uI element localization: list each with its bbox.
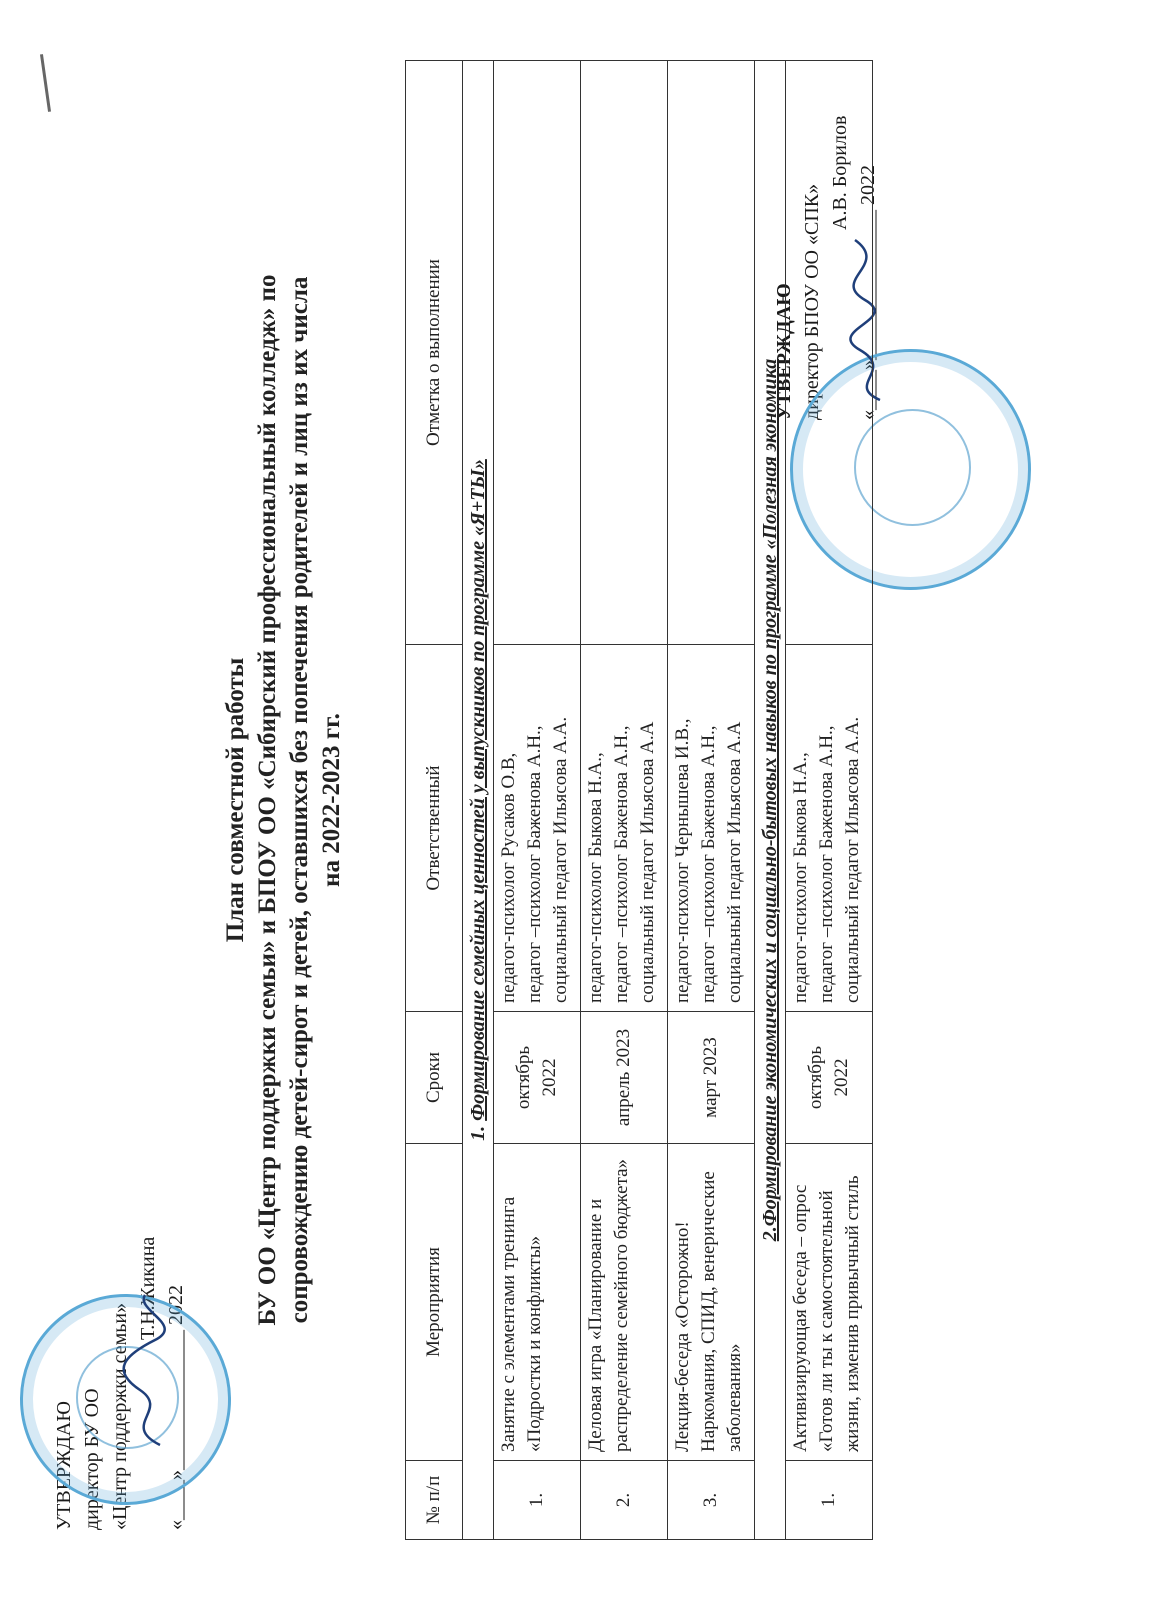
title-line-4: на 2022-2023 гг.	[318, 713, 345, 887]
document-title	[220, 90, 348, 1510]
responsible-line: социальный педагог Ильясова А.А	[637, 721, 658, 1003]
event-line: распределение семейного бюджета»	[611, 1158, 632, 1452]
row-date	[494, 1012, 581, 1144]
approval-org: «Центр поддержки семьи»	[109, 1302, 131, 1530]
responsible-line: педагог-психолог Быкова Н.А.,	[790, 752, 811, 1003]
event-line: «Подростки и конфликты»	[524, 1235, 545, 1452]
responsible-line: педагог-психолог Чернышева И.В.,	[672, 718, 693, 1003]
responsible-line: педагог –психолог Баженова А.Н.,	[698, 725, 719, 1003]
row-responsible	[494, 645, 581, 1012]
row-mark	[668, 61, 755, 645]
row-mark	[581, 61, 668, 645]
responsible-line: педагог-психолог Русаков О.В,	[498, 752, 519, 1003]
header-responsible: Ответственный	[406, 645, 463, 1012]
header-num: № п/п	[406, 1461, 463, 1540]
title-line-3: сопровождению детей-сирот и детей, оставшихся без попечения родителей и лиц из их числа	[286, 276, 313, 1324]
section-row	[755, 61, 786, 1540]
responsible-line: педагог –психолог Баженова А.Н.,	[524, 725, 545, 1003]
event-line: Занятие с элементами тренинга	[498, 1196, 519, 1452]
row-date	[786, 1012, 873, 1144]
approval-position: директор БУ ОО	[81, 1388, 103, 1530]
row-date	[668, 1012, 755, 1144]
event-line: «Готов ли ты к самостоятельной	[816, 1190, 837, 1452]
table-header-row	[406, 61, 463, 1540]
responsible-line: социальный педагог Ильясова А.А	[724, 721, 745, 1003]
header-mark: Отметка о выполнении	[406, 61, 463, 645]
responsible-line: педагог-психолог Быкова Н.А.,	[585, 752, 606, 1003]
event-line: Деловая игра «Планирование и	[585, 1198, 606, 1452]
event-line: Активизирующая беседа – опрос	[790, 1184, 811, 1452]
row-number: 1.	[786, 1461, 873, 1540]
date-line: апрель 2023	[613, 1028, 634, 1127]
scan-mark	[40, 54, 51, 112]
row-event	[786, 1144, 873, 1461]
title-line-1: План совместной работы	[222, 657, 249, 943]
approval-year: 2022	[165, 1285, 187, 1325]
section-title	[463, 61, 494, 1540]
responsible-line: социальный педагог Ильясова А.А.	[550, 716, 571, 1003]
approval-position: директор БПОУ ОО «СПК»	[801, 183, 823, 420]
responsible-line: социальный педагог Ильясова А.А.	[842, 716, 863, 1003]
approval-name: Т.Н.Жикина	[137, 1236, 159, 1340]
row-mark	[494, 61, 581, 645]
row-responsible	[668, 645, 755, 1012]
approval-name: А.В. Борилов	[829, 115, 851, 230]
event-line: Наркомания, СПИД, венерические	[698, 1171, 719, 1452]
approval-heading: УТВЕРЖДАЮ	[53, 1401, 75, 1530]
date-line: октябрь	[805, 1045, 826, 1110]
event-line: Лекция-беседа «Осторожно!	[672, 1221, 693, 1452]
section-title	[755, 61, 786, 1540]
row-responsible	[581, 645, 668, 1012]
row-responsible	[786, 645, 873, 1012]
date-line: октябрь	[513, 1045, 534, 1110]
event-line: жизни, изменив привычный стиль	[842, 1175, 863, 1452]
approval-date-blank: «____»_______________	[857, 210, 879, 420]
row-event	[494, 1144, 581, 1461]
section-text: 2.Формирование экономических и социально-бытовых навыков по программе «Полезная экономика	[759, 358, 781, 1242]
approval-heading: УТВЕРЖДАЮ	[773, 283, 795, 420]
row-event	[668, 1144, 755, 1461]
date-line: 2022	[831, 1058, 852, 1097]
header-date: Сроки	[406, 1012, 463, 1144]
table-row	[786, 61, 873, 1540]
section-row	[463, 61, 494, 1540]
row-number: 2.	[581, 1461, 668, 1540]
responsible-line: педагог –психолог Баженова А.Н.,	[611, 725, 632, 1003]
row-date	[581, 1012, 668, 1144]
row-number: 3.	[668, 1461, 755, 1540]
date-line: 2022	[539, 1058, 560, 1097]
event-line: заболевания»	[724, 1343, 745, 1452]
table-row	[668, 61, 755, 1540]
header-event: Мероприятия	[406, 1144, 463, 1461]
approval-date-blank: «____»______________	[165, 1330, 187, 1530]
row-event	[581, 1144, 668, 1461]
section-number: 1.	[467, 1125, 489, 1141]
date-line: март 2023	[700, 1037, 721, 1118]
responsible-line: педагог –психолог Баженова А.Н.,	[816, 725, 837, 1003]
table-row	[494, 61, 581, 1540]
table-row	[581, 61, 668, 1540]
row-mark	[786, 61, 873, 645]
approval-year: 2022	[857, 165, 879, 205]
signature-left	[110, 1290, 180, 1450]
plan-table	[405, 60, 873, 1540]
title-line-2: БУ ОО «Центр поддержки семьи» и БПОУ ОО «Сибирский профессиональный колледж» по	[254, 274, 281, 1326]
row-number: 1.	[494, 1461, 581, 1540]
section-text: Формирование семейных ценностей у выпускников по программе «Я+ТЫ»	[467, 459, 489, 1121]
